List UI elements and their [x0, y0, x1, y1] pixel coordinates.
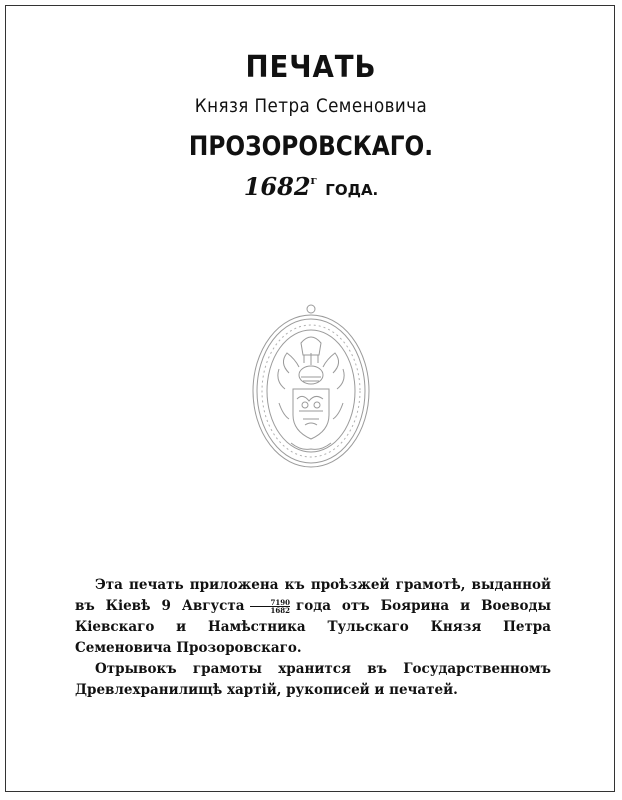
caption-paragraph-1: [75, 575, 551, 659]
page-title: ПЕЧАТЬ: [245, 50, 377, 85]
year-suffix: г: [310, 174, 318, 187]
date-fraction: [250, 599, 289, 614]
caption-paragraph-2: Отрывокъ грамоты хранится въ Государственномъ Древлехранилищѣ хартій, рукописей и печатей.: [75, 661, 551, 698]
fraction-denominator: 1682: [270, 606, 290, 615]
caption-p1-after: года отъ Боярина и Воеводы Кіевскаго и Намѣстника Тульскаго Князя Петра Семеновича Прозоровскаго.: [75, 598, 551, 656]
surname-heading: ПРОЗОРОВСКАГО.: [188, 131, 434, 162]
page-subtitle: Князя Петра Семеновича: [194, 95, 428, 117]
year-line: [0, 172, 622, 201]
year-number: 1682: [243, 172, 311, 201]
seal-icon: [249, 303, 373, 471]
caption-text: [75, 575, 551, 701]
year-word: ГОДА.: [325, 181, 379, 199]
fraction-numerator: 7190: [250, 599, 289, 607]
caption-p1-before: Эта печать приложена къ проѣзжей грамотѣ, выданной въ Кіевѣ 9 Августа: [75, 577, 551, 614]
